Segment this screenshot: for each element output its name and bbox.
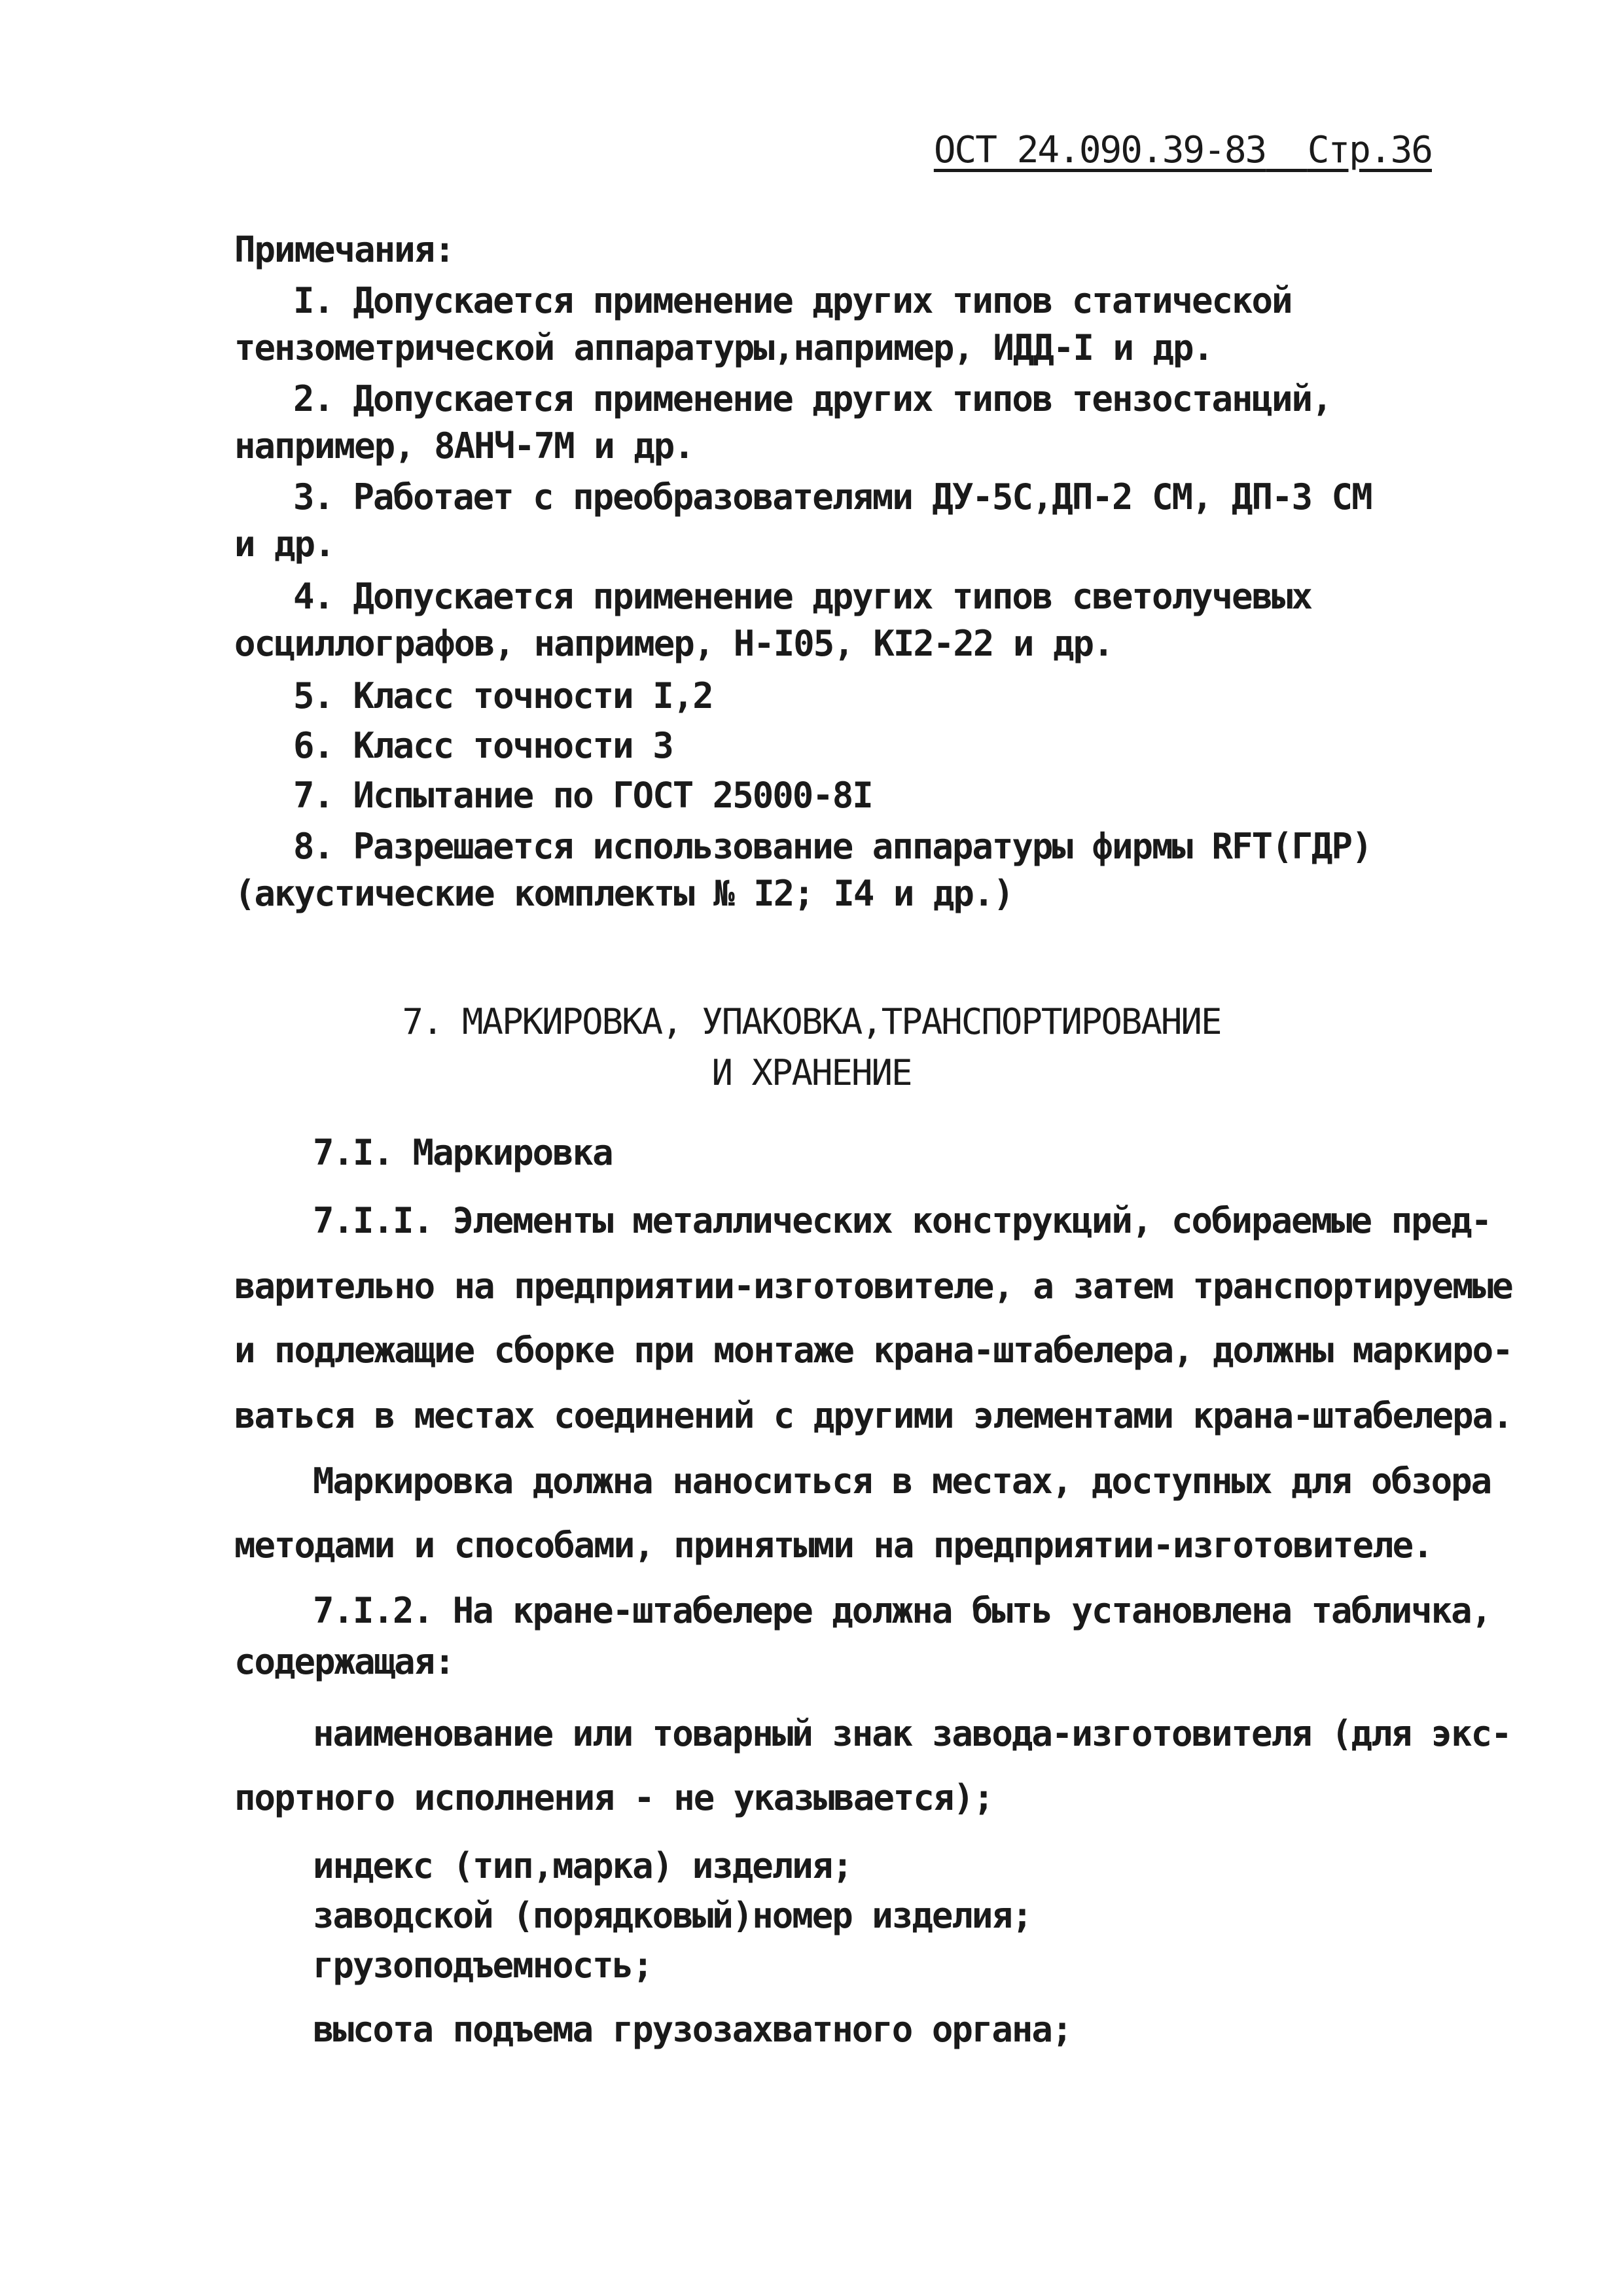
section-title-cont: И ХРАНЕНИЕ bbox=[711, 1052, 912, 1093]
note-line: 5. Класс точности I,2 bbox=[293, 675, 713, 716]
note-line: 3. Работает с преобразователями ДУ-5С,ДП-2 СМ, ДП-3 СМ bbox=[293, 476, 1372, 518]
note-line: и др. bbox=[234, 523, 334, 565]
paragraph-line: варительно на предприятии-изготовителе, а затем транспортируемые bbox=[234, 1265, 1512, 1307]
paragraph-line: и подлежащие сборке при монтаже крана-штабелера, должны маркиро- bbox=[234, 1330, 1512, 1371]
paragraph-line: наименование или товарный знак завода-изготовителя (для экс- bbox=[313, 1713, 1511, 1754]
paragraph-line: Маркировка должна наноситься в местах, доступных для обзора bbox=[313, 1460, 1491, 1502]
note-line: 6. Класс точности 3 bbox=[293, 725, 673, 766]
paragraph-line: портного исполнения - не указывается); bbox=[234, 1777, 993, 1818]
note-line: (акустические комплекты № I2; I4 и др.) bbox=[234, 873, 1013, 914]
list-item: высота подъема грузозахватного органа; bbox=[313, 2009, 1072, 2050]
paragraph-line: ваться в местах соединений с другими элементами крана-штабелера. bbox=[234, 1395, 1512, 1436]
section-title: 7. МАРКИРОВКА, УПАКОВКА,ТРАНСПОРТИРОВАНИЕ bbox=[402, 1001, 1221, 1042]
subsection-heading: 7.I. Маркировка bbox=[313, 1132, 613, 1173]
note-line: тензометрической аппаратуры,например, ИДД-I и др. bbox=[234, 327, 1213, 368]
note-line: 2. Допускается применение других типов тензостанций, bbox=[293, 378, 1332, 419]
note-line: I. Допускается применение других типов статической bbox=[293, 280, 1292, 321]
page-number: Стр.36 bbox=[1307, 129, 1432, 171]
notes-heading: Примечания: bbox=[234, 229, 454, 270]
paragraph-line: 7.I.2. На кране-штабелере должна быть установлена табличка, bbox=[313, 1590, 1491, 1631]
note-line: осциллографов, например, Н-I05, КI2-22 и др. bbox=[234, 623, 1113, 664]
note-line: например, 8АНЧ-7М и др. bbox=[234, 425, 694, 467]
note-line: 4. Допускается применение других типов светолучевых bbox=[293, 576, 1312, 617]
note-line: 8. Разрешается использование аппаратуры фирмы RFT(ГДР) bbox=[293, 826, 1372, 867]
list-item: грузоподъемность; bbox=[313, 1945, 652, 1986]
paragraph-line: 7.I.I. Элементы металлических конструкций, собираемые пред- bbox=[313, 1200, 1491, 1241]
page-header bbox=[934, 130, 1432, 171]
paragraph-line: содержащая: bbox=[234, 1641, 454, 1682]
list-item: индекс (тип,марка) изделия; bbox=[313, 1845, 852, 1886]
note-line: 7. Испытание по ГОСТ 25000-8I bbox=[293, 775, 872, 816]
list-item: заводской (порядковый)номер изделия; bbox=[313, 1895, 1032, 1936]
document-number: ОСТ 24.090.39-83 bbox=[933, 129, 1266, 171]
paragraph-line: методами и способами, принятыми на предприятии-изготовителе. bbox=[234, 1525, 1433, 1566]
